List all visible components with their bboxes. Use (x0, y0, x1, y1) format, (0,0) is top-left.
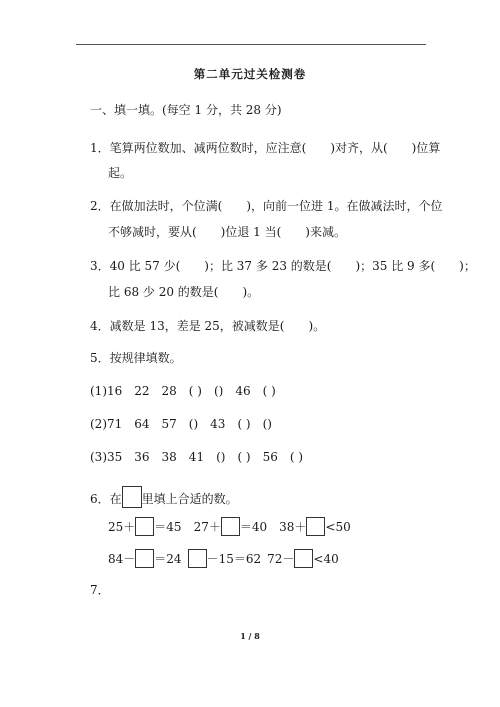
answer-box[interactable] (294, 549, 313, 568)
eq-d-right: ＝24 (154, 552, 182, 566)
answer-box[interactable] (306, 517, 325, 536)
eq-b-left: 27＋ (193, 520, 221, 534)
sequence-row-1: (1)16 22 28 ( ) () 46 ( ) (90, 384, 276, 398)
question-1-line-2: 起。 (108, 166, 133, 180)
question-4: 4．减数是 13，差是 25，被减数是( )。 (90, 319, 326, 333)
section-heading: 一、填一填。(每空 1 分，共 28 分) (90, 103, 282, 117)
question-7: 7． (90, 583, 110, 597)
eq-e-right: －15＝62 (206, 552, 262, 566)
answer-box[interactable] (221, 517, 240, 536)
question-3-line-1: 3．40 比 57 少( )；比 37 多 23 的数是( )；35 比 9 多( )； (90, 259, 476, 273)
q6-suffix: 里填上合适的数。 (141, 492, 238, 506)
page-number: 1 / 8 (240, 631, 260, 641)
q6-prefix: 6．在 (90, 492, 122, 506)
question-2-line-2: 不够减时，要从( )位退 1 当( )来减。 (108, 225, 346, 239)
question-1-line-1: 1．笔算两位数加、减两位数时，应注意( )对齐，从( )位算 (90, 141, 441, 155)
question-2-line-1: 2．在做加法时，个位满( )，向前一位进 1。在做减法时，个位 (90, 199, 443, 213)
question-3-line-2: 比 68 少 20 的数是( )。 (108, 285, 260, 299)
eq-a-right: ＝45 (154, 520, 182, 534)
answer-box (122, 486, 142, 508)
page-title: 第二单元过关检测卷 (193, 67, 307, 81)
header-rule (76, 44, 426, 45)
eq-c-right: <50 (325, 520, 351, 534)
eq-c-left: 38＋ (279, 520, 307, 534)
eq-b-right: ＝40 (239, 520, 268, 534)
box-equations-row-2 (108, 549, 339, 568)
answer-box[interactable] (188, 549, 207, 568)
answer-box[interactable] (135, 517, 154, 536)
question-6-label (90, 486, 238, 508)
sequence-row-3: (3)35 36 38 41 () ( ) 56 ( ) (90, 450, 304, 464)
eq-d-left: 84－ (108, 552, 136, 566)
eq-f-right: <40 (313, 552, 339, 566)
eq-a-left: 25＋ (108, 520, 136, 534)
box-equations-row-1 (108, 517, 351, 536)
question-5-label: 5．按规律填数。 (90, 351, 182, 365)
eq-f-left: 72－ (267, 552, 295, 566)
answer-box[interactable] (135, 549, 154, 568)
sequence-row-2: (2)71 64 57 () 43 ( ) () (90, 417, 272, 431)
